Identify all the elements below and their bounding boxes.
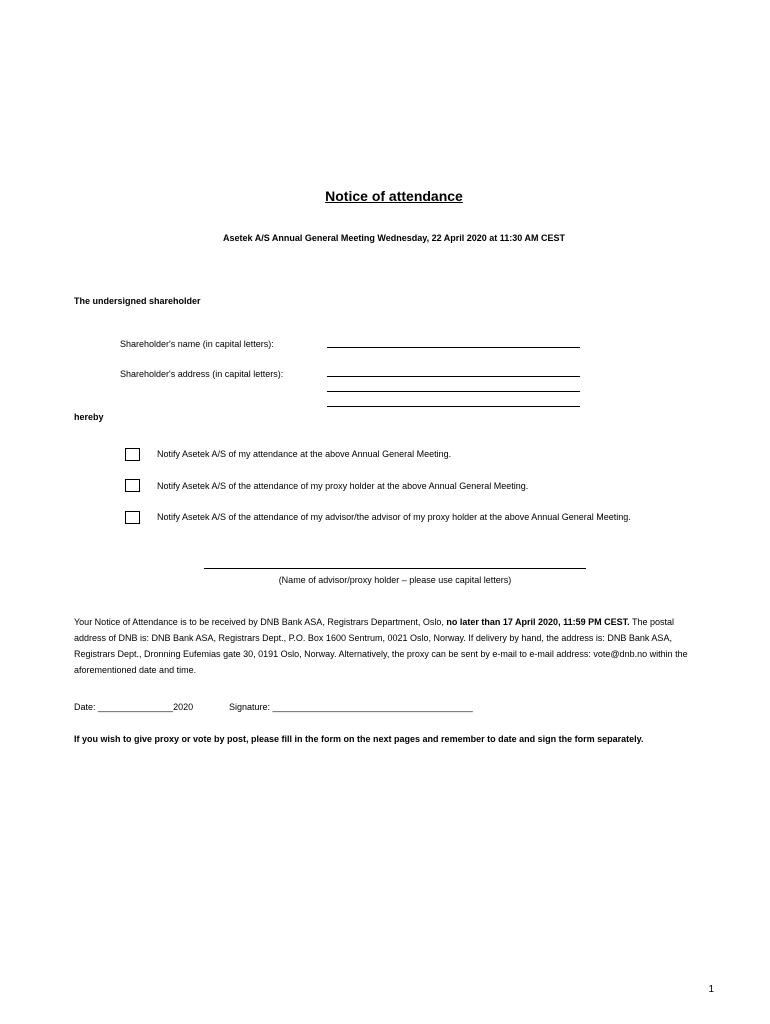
- shareholder-intro: The undersigned shareholder: [74, 296, 201, 306]
- proxy-note: If you wish to give proxy or vote by post, please fill in the form on the next pages and remember to date and sign the form separately.: [74, 734, 644, 744]
- notice-paragraph: [74, 614, 706, 678]
- signature-field[interactable]: Signature: ________________________________________: [229, 702, 473, 712]
- attendance-option-label: Notify Asetek A/S of my attendance at the above Annual General Meeting.: [157, 449, 452, 459]
- notice-deadline: no later than 17 April 2020, 11:59 PM CEST.: [443, 617, 630, 627]
- shareholder-address-field-line-3[interactable]: [327, 406, 580, 407]
- attendance-checkbox[interactable]: [125, 448, 140, 461]
- hereby-label: hereby: [74, 412, 104, 422]
- page-title: Notice of attendance: [325, 188, 463, 204]
- meeting-subtitle: Asetek A/S Annual General Meeting Wednesday, 22 April 2020 at 11:30 AM CEST: [223, 233, 565, 243]
- proxy-attendance-option-label: Notify Asetek A/S of the attendance of my proxy holder at the above Annual General Meeting.: [157, 481, 529, 491]
- advisor-name-field[interactable]: [204, 568, 586, 569]
- proxy-attendance-checkbox[interactable]: [125, 479, 140, 492]
- shareholder-address-field-line-2[interactable]: [327, 391, 580, 392]
- shareholder-name-label: Shareholder's name (in capital letters):: [120, 339, 274, 349]
- advisor-attendance-option-label: Notify Asetek A/S of the attendance of my advisor/the advisor of my proxy holder at the above Annual General Meeting.: [157, 512, 631, 522]
- notice-text-part2: The postal address of DNB is: DNB Bank ASA, Registrars Dept., P.O. Box 1600 Sentrum, 0021 Oslo, Norway. If delivery by hand, the address is: DNB Bank ASA, Registrars Dept., Dronning Eufemias gate 30, 0191 Oslo, Norway. Alternatively, the proxy can be sent by e-mail to e-mail address: vote@dnb.no within the aforementioned date and time.: [74, 617, 688, 675]
- notice-text-part1: Your Notice of Attendance is to be received by DNB Bank ASA, Registrars Department, Oslo,: [74, 617, 444, 627]
- advisor-attendance-checkbox[interactable]: [125, 511, 140, 524]
- advisor-caption: (Name of advisor/proxy holder – please use capital letters): [278, 575, 512, 585]
- page-number: 1: [708, 984, 714, 995]
- shareholder-address-field-line-1[interactable]: [327, 376, 580, 377]
- shareholder-name-field[interactable]: [327, 347, 580, 348]
- date-field[interactable]: Date: _______________2020: [74, 702, 194, 712]
- shareholder-address-label: Shareholder's address (in capital letters):: [120, 369, 284, 379]
